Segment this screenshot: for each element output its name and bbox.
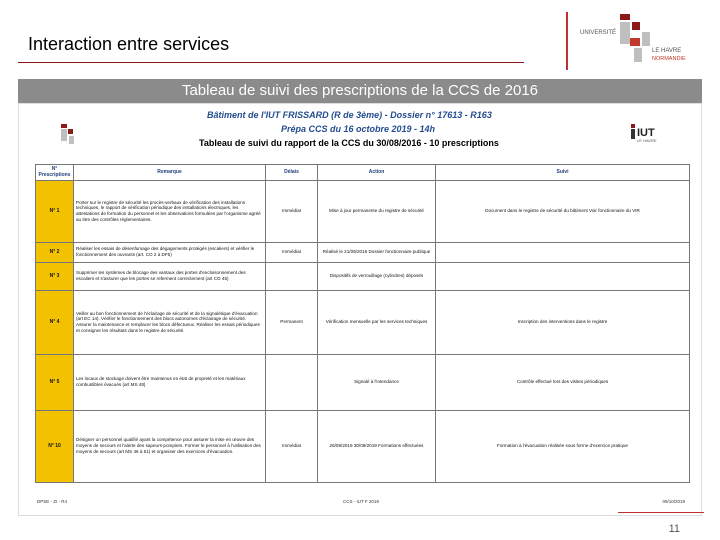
iut-logo (629, 122, 681, 144)
table-row (36, 410, 690, 482)
prescription-follow-up: Formation à l'évacuation réalisée sous forme d'exercice pratique (436, 410, 690, 482)
prescription-number: N° 10 (36, 410, 74, 482)
prescription-remark: Veiller au bon fonctionnement de l'éclairage de sécurité et de la signalétique d'évacuation (art EC 14). Vérifier le fonctionnement des blocs autonomes d'éclairage de sécurité. Assurer la maintenance et remplacer les blocs défectueux. Réaliser les essais périodiques et consigner les résultats dans le registre de sécurité. (74, 290, 266, 354)
prescription-deadline (266, 354, 318, 410)
column-header-number: N° Prescriptions (36, 165, 74, 181)
table-row (36, 354, 690, 410)
column-header-action: Action (318, 165, 436, 181)
prescription-follow-up: Document dans le registre de sécurité du bâtiment Voir fonctionnaire du VIR (436, 180, 690, 242)
prescription-action: 26/09/2019 30/09/2019 Formations effectuées (318, 410, 436, 482)
prescription-deadline (266, 262, 318, 290)
title-divider (18, 62, 524, 63)
column-header-follow-up: Suivi (436, 165, 690, 181)
table-header-row (36, 165, 690, 181)
prescription-remark: Désigner un personnel qualifié ayant la compétence pour assurer la mise en œuvre des moyens de secours et l'alerte des sapeurs-pompiers. Former le personnel à l'utilisation des moyens de secours (art MS 46 à 51) et organiser des exercices d'évacuation. (74, 410, 266, 482)
prescription-remark: Porter sur le registre de sécurité les procès-verbaux de vérification des installations techniques, le rapport de vérification périodique des installations électriques, les attestations de formation du personnel et les observations formulées par l'organisme agréé au titre des contrôles réglementaires. (74, 180, 266, 242)
table-row (36, 262, 690, 290)
table-row (36, 242, 690, 262)
prescription-follow-up: Contrôle effectué lors des visites périodiques (436, 354, 690, 410)
prescription-action: Signalé à l'intendance (318, 354, 436, 410)
prescription-deadline: Immédiat (266, 410, 318, 482)
document-university-logo (39, 122, 99, 146)
logo-text-2: LE HAVRE (652, 48, 682, 54)
section-banner: Tableau de suivi des prescriptions de la CCS de 2016 (18, 79, 702, 103)
prescription-follow-up: Inscription des interventions dans le registre (436, 290, 690, 354)
prescription-follow-up (436, 262, 690, 290)
prescription-remark: Réaliser les essais de désenfumage des dégagements protégés (escaliers) et vérifier le fonctionnement des ouvrants (art. CO 2 à DF5) (74, 242, 266, 262)
logo-text-1: UNIVERSITÉ (579, 30, 616, 36)
footer-center: CCS - IUT F 2019 (343, 499, 379, 504)
table-row (36, 180, 690, 242)
prescription-deadline: Immédiat (266, 180, 318, 242)
prescription-action: Réalisé le 21/09/2016 Dossier fonctionnaire publique (318, 242, 436, 262)
prescription-action: Dispositifs de verrouillage (cylindres) déposés (318, 262, 436, 290)
footer-left: DPSE - ZI - R4 (37, 499, 68, 504)
prescription-number: N° 3 (36, 262, 74, 290)
footer-right: 09/10/2019 (662, 499, 685, 504)
prescription-remark: Les locaux de stockage doivent être maintenus en état de propreté et les matériaux combustibles évacués (art MS 48) (74, 354, 266, 410)
prescription-action: Mise à jour permanente du registre de sécurité (318, 180, 436, 242)
prescription-document (18, 103, 702, 516)
prescription-action: Vérification mensuelle par les services techniques (318, 290, 436, 354)
document-subheading: Prépa CCS du 16 octobre 2019 - 14h (281, 124, 436, 134)
prescription-number: N° 2 (36, 242, 74, 262)
university-logo (568, 12, 688, 72)
column-header-deadline: Délais (266, 165, 318, 181)
logo-text-3: NORMANDIE (652, 56, 686, 62)
prescription-number: N° 5 (36, 354, 74, 410)
prescription-deadline: Permanent (266, 290, 318, 354)
prescription-deadline: Immédiat (266, 242, 318, 262)
prescription-number: N° 1 (36, 180, 74, 242)
prescription-follow-up (436, 242, 690, 262)
iut-logo-text: IUT (637, 127, 655, 139)
prescription-number: N° 4 (36, 290, 74, 354)
footer-divider (618, 512, 704, 513)
document-heading: Bâtiment de l'IUT FRISSARD (R de 3ème) - Dossier n° 17613 - R163 (207, 110, 492, 120)
document-table-title: Tableau de suivi du rapport de la CCS du 30/08/2016 - 10 prescriptions (199, 138, 499, 148)
column-header-remark: Remarque (74, 165, 266, 181)
table-row (36, 290, 690, 354)
slide-title: Interaction entre services (28, 34, 230, 54)
prescriptions-table (35, 164, 690, 483)
iut-logo-subtext: LE HAVRE (637, 138, 657, 143)
page-number: 11 (668, 523, 680, 535)
prescription-remark: Supprimer les systèmes de blocage des vantaux des portes d'encloisonnement des escaliers et s'assurer que les portes se referment correctement (art CO 45) (74, 262, 266, 290)
